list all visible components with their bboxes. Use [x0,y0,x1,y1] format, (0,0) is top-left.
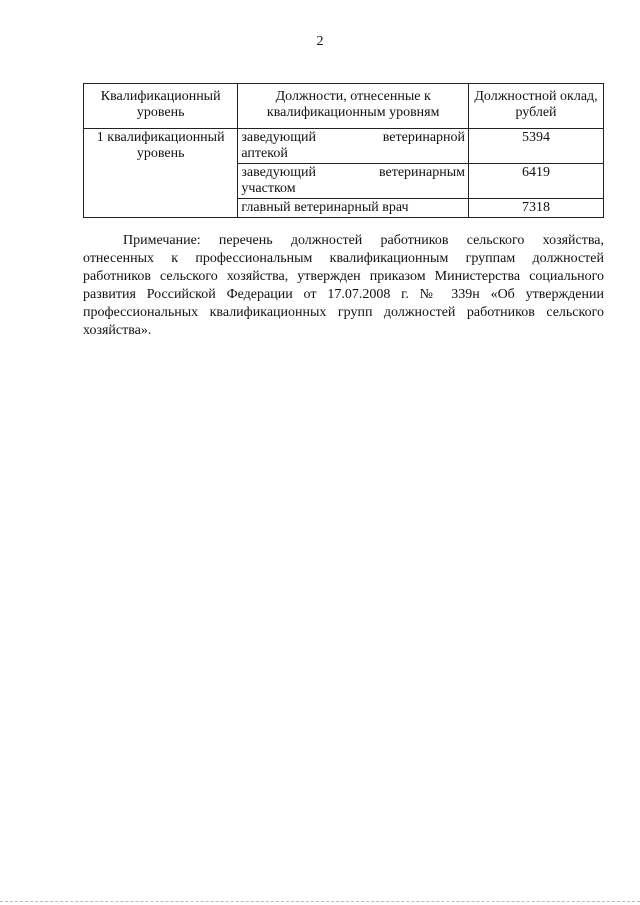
position-line: заведующий ветеринарной [241,130,466,145]
salary-table [83,83,604,218]
position-line: аптекой [241,146,288,161]
page-bottom-edge [0,901,640,903]
salary-cell: 7318 [469,199,604,218]
note-paragraph: Примечание: перечень должностей работников сельского хозяйства, отнесенных к профессиональным квалификационным группам должностей работников сельского хозяйства, утвержден приказом Министерства социального развития Российской Федерации от 17.07.2008 г. № 339н «Об утверждении профессиональных квалификационных групп должностей работников сельского хозяйства». [83,233,604,338]
table-header-row [84,84,604,129]
page-number: 2 [316,34,324,49]
position-cell [238,164,469,199]
position-line: участком [241,181,296,196]
salary-cell: 6419 [469,164,604,199]
header-qualification-level: Квалификационный уровень [84,84,238,129]
position-cell: главный ветеринарный врач [238,199,469,218]
qualification-level-cell: 1 квалификационный уровень [84,129,238,218]
header-salary: Должностной оклад, рублей [469,84,604,129]
header-positions: Должности, отнесенные к квалификационным уровням [238,84,469,129]
table-row [84,129,604,164]
salary-cell: 5394 [469,129,604,164]
position-line: заведующий ветеринарным [241,165,466,180]
position-cell [238,129,469,164]
